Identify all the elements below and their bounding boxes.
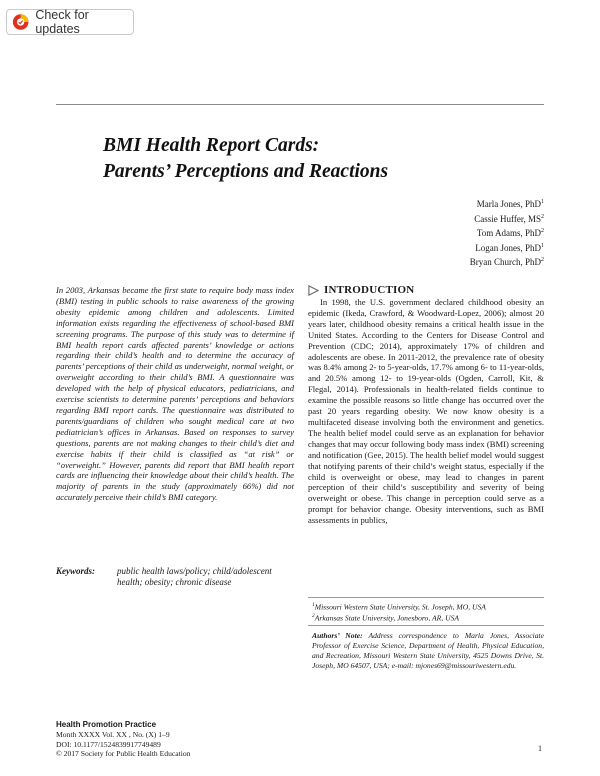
page-number: 1 bbox=[538, 744, 542, 753]
notes-rule bbox=[308, 625, 544, 626]
author: Tom Adams, PhD$^2$ bbox=[476, 228, 544, 239]
author: Marla Jones, PhD$^1$ bbox=[476, 199, 544, 209]
journal-copyright: © 2017 Society for Public Health Education bbox=[56, 749, 191, 759]
check-for-updates-badge[interactable] bbox=[6, 9, 134, 35]
header-rule bbox=[56, 104, 544, 105]
title-line-1: BMI Health Report Cards: bbox=[103, 135, 320, 156]
author: Bryan Church, PhD$^2$ bbox=[469, 257, 544, 268]
title-line-2: Parents’ Perceptions and Reactions bbox=[103, 161, 389, 182]
badge-label: Check for updates bbox=[35, 8, 89, 36]
author-list bbox=[470, 196, 544, 269]
intro-heading-text: INTRODUCTION bbox=[324, 284, 415, 296]
intro-body: In 1998, the U.S. government declared childhood obesity an epidemic (Ikeda, Crawford, & Woodward-Lopez, 2006); almost 20 years later, childhood obesity remains a critical health issue in the United States. According to the Centers for Disease Control and Prevention (CDC; 2014), approximately 17% of children and adolescents are obese. In 2011-2012, the prevalence rate of obesity was 8.4% among 2- to 5-year-olds, 17.7% among 6- to 11-year-olds, and 20.5% among 12- to 19-year-olds (Ogden, Carroll, Kit, & Flegal, 2014). Professionals in health-related fields continue to examine the possible reasons so little change has occurred over the past 20 years regarding obesity. We now know obesity is a multifaceted disease involving both the environment and genetics. The health belief model could serve as an explanation for behavior changes that may occur following body mass index (BMI) screening and notification (Gee, 2015). The health belief model would suggest that notifying parents of their child’s weight status, especially if the child is overweight or obese, may lead to changes in parent perception of their child’s susceptibility and severity of being overweight or obese. This change in perception could serve as a prompt for behavior change. Obesity interventions, such as BMI assessments in publics, bbox=[308, 297, 544, 526]
affiliation: $^1$Missouri Western State University, St. Joseph, MO, USA bbox=[312, 602, 486, 612]
keywords-label: Keywords: bbox=[56, 566, 95, 576]
intro-heading bbox=[308, 284, 414, 296]
journal-issue: Month XXXX Vol. XX , No. (X) 1–9 bbox=[56, 729, 170, 739]
crossmark-icon bbox=[12, 13, 29, 31]
authors-note-text: Address correspondence to Marla Jones, Associate Professor of Exercise Science, Department of Health, Physical Education, and Recreation, Missouri Western State University, 4525 Downs Drive, St. Joseph, MO 64507, USA; e-mail: mjones69@missouriwestern.edu. bbox=[312, 631, 544, 670]
keywords-text: public health laws/policy; child/adolescent health; obesity; chronic disease bbox=[117, 566, 272, 587]
affiliations bbox=[312, 601, 486, 623]
affiliation: $^2$Arkansas State University, Jonesboro, AR, USA bbox=[312, 613, 460, 623]
article-title bbox=[103, 133, 388, 185]
abstract: In 2003, Arkansas became the first state to require body mass index (BMI) testing in public schools to raise awareness of the growing obesity epidemic among children and adolescents. Limited information exists regarding the effectiveness of school-based BMI screening programs. The purpose of this study was to determine if BMI health report cards affected parents’ knowledge or actions regarding their child’s health and to determine the accuracy of parents’ perceptions of their child as underweight, normal weight, or overweight according to their child’s BMI. A questionnaire was developed with the help of physical educators, pediatricians, and exercise scientists to determine parents’ perceptions and behaviors regarding BMI report cards. The questionnaire was distributed to parents/guardians of children who sought medical care at two pediatrician’s offices in Arkansas. Based on responses to survey questions, parents are not making changes to their child’s diet and exercise habits if their child is classified as “at risk” or “overweight.” However, parents did report that BMI health report cards are influencing their knowledge about their child’s health. The majority of parents in the study (approximately 66%) did not accurately perceive their child’s BMI category. bbox=[56, 285, 294, 503]
journal-doi: DOI: 10.1177/1524839917749489 bbox=[56, 739, 161, 749]
authors-note-label: Authors’ Note: bbox=[312, 631, 363, 640]
arrow-right-icon bbox=[308, 285, 319, 296]
journal-name: Health Promotion Practice bbox=[56, 720, 157, 729]
authors-note bbox=[312, 631, 544, 671]
journal-info bbox=[56, 720, 190, 759]
author: Cassie Huffer, $MS^2$ bbox=[474, 213, 544, 224]
author: Logan Jones, PhD$^1$ bbox=[475, 242, 544, 253]
affiliation-rule bbox=[308, 597, 544, 598]
